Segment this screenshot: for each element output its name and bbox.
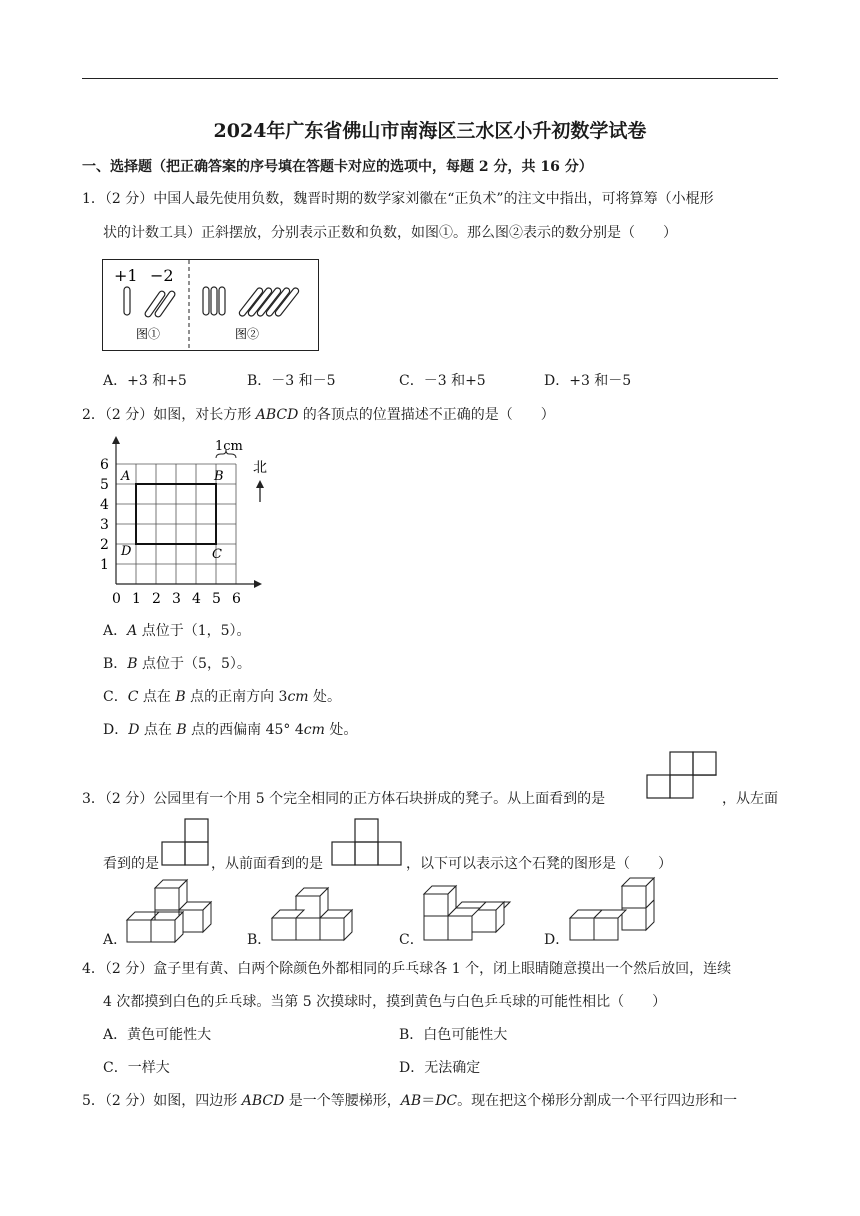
x-tick-6: 6 <box>232 591 241 607</box>
q2-option-a-text: 点位于（1，5）。 <box>137 623 251 639</box>
q2-option-c-var: C <box>127 689 139 705</box>
q3-text-line2a: 看到的是 <box>103 856 159 872</box>
q2-option-b[interactable] <box>103 653 251 673</box>
q1-text-line2: 状的计数工具）正斜摆放，分别表示正数和负数，如图①。那么图②表示的数分别是（ ） <box>103 225 677 241</box>
scale-label: 1cm <box>215 439 243 454</box>
q3-front-view-figure <box>331 818 405 870</box>
q2-option-a-var: A <box>127 623 138 639</box>
q5-var-abcd: ABCD <box>241 1093 285 1109</box>
q3-option-c-figure[interactable] <box>422 876 512 944</box>
q4-text-line2: 4 次都摸到白色的乒乓球。当第 5 次摸球时，摸到黄色与白色乒乓球的可能性相比（ ） <box>103 994 667 1010</box>
q4-option-a[interactable]: A．黄色可能性大 <box>103 1027 212 1043</box>
page-title: 2024年广东省佛山市南海区三水区小升初数学试卷 <box>213 120 647 142</box>
y-tick-2: 2 <box>100 537 109 553</box>
q2-option-d-mid2: 点的西偏南 45° 4 <box>186 722 304 738</box>
q2-option-a[interactable] <box>103 620 251 640</box>
q2-prefix: 2．（2 分）如图，对长方形 <box>82 407 256 423</box>
q2-option-d-var2: B <box>176 722 187 738</box>
vertex-d-label: D <box>121 544 132 559</box>
q4-text-line1: 4．（2 分）盒子里有黄、白两个除颜色外都相同的乒乓球各 1 个，闭上眼睛随意摸出一个然后放回，连续 <box>82 961 732 977</box>
q4-option-d[interactable]: D．无法确定 <box>399 1060 481 1076</box>
q2-option-b-letter: B． <box>103 656 128 672</box>
x-tick-1: 1 <box>132 591 141 607</box>
q5-pre: 5．（2 分）如图，四边形 <box>82 1093 242 1109</box>
q5-mid: 是一个等腰梯形， <box>284 1093 401 1109</box>
q4-option-c[interactable]: C．一样大 <box>103 1060 170 1076</box>
y-tick-3: 3 <box>100 517 109 533</box>
x-tick-2: 2 <box>152 591 161 607</box>
x-axis-arrow <box>254 580 262 588</box>
q3-option-a-figure[interactable] <box>125 878 215 944</box>
q3-option-b-figure[interactable] <box>270 884 360 944</box>
q2-option-c-mid2: 点的正南方向 3 <box>185 689 288 705</box>
q2-option-c-letter: C． <box>103 689 128 705</box>
y-tick-1: 1 <box>100 557 109 573</box>
y-axis-arrow <box>112 436 120 444</box>
q2-option-c-post: 处。 <box>308 689 342 705</box>
q2-suffix: 的各顶点的位置描述不正确的是（ ） <box>298 407 555 423</box>
q2-option-c-mid: 点在 <box>138 689 176 705</box>
q4-option-b[interactable]: B．白色可能性大 <box>399 1027 508 1043</box>
q3-text-line2c: ，以下可以表示这个石凳的图形是（ ） <box>406 856 672 872</box>
q5-post: 。现在把这个梯形分割成一个平行四边形和一 <box>457 1093 738 1109</box>
x-tick-3: 3 <box>172 591 181 607</box>
q2-var-abcd: ABCD <box>255 407 299 423</box>
label-plus1: +1 <box>114 266 138 285</box>
caption-fig2: 图② <box>235 327 260 341</box>
label-minus2: −2 <box>150 266 174 285</box>
header-rule <box>82 78 778 79</box>
q3-text-line2b: ，从前面看到的是 <box>211 856 323 872</box>
vertex-a-label: A <box>121 469 131 484</box>
q2-option-d-var: D <box>128 722 140 738</box>
q3-text-line1a: 3．（2 分）公园里有一个用 5 个完全相同的正方体石块拼成的凳子。从上面看到的是 <box>82 791 606 807</box>
vertex-b-label: B <box>214 469 224 484</box>
q3-text-line1b: ，从左面 <box>722 791 778 807</box>
q3-option-a-label[interactable]: A． <box>103 932 128 948</box>
q2-option-c-unit: cm <box>287 689 309 705</box>
q3-option-c-label[interactable]: C． <box>399 932 424 948</box>
vertex-c-label: C <box>212 547 222 562</box>
fig2-rods <box>203 287 300 317</box>
north-arrowhead-icon <box>256 480 264 488</box>
section-heading: 一、选择题（把正确答案的序号填在答题卡对应的选项中，每题 2 分，共 16 分） <box>82 159 593 175</box>
q5-text-line1 <box>82 1090 737 1110</box>
north-label: 北 <box>253 460 267 476</box>
y-tick-labels <box>100 457 109 573</box>
q5-eq: ＝ <box>421 1093 436 1109</box>
q3-option-d-figure[interactable] <box>568 876 658 944</box>
q2-option-d-unit: cm <box>303 722 325 738</box>
q2-option-b-text: 点位于（5，5）。 <box>137 656 251 672</box>
q2-option-b-var: B <box>127 656 138 672</box>
q1-text-line1: 1．（2 分）中国人最先使用负数，魏晋时期的数学家刘徽在“正负术”的注文中指出，可将算筹（小棍形 <box>82 191 714 207</box>
q1-option-c[interactable]: C．－3 和+5 <box>399 373 486 389</box>
x-tick-0: 0 <box>112 591 121 607</box>
q2-option-d-mid: 点在 <box>139 722 177 738</box>
q2-option-c[interactable] <box>103 686 341 706</box>
q1-option-d[interactable]: D．+3 和－5 <box>544 373 632 389</box>
caption-fig1: 图① <box>136 327 161 341</box>
q5-var-ab: AB <box>400 1093 422 1109</box>
q2-grid-figure <box>96 432 286 610</box>
q2-option-d-post: 处。 <box>324 722 358 738</box>
q3-left-view-figure <box>161 818 211 870</box>
q3-option-b-label[interactable]: B． <box>247 932 272 948</box>
y-tick-5: 5 <box>100 477 109 493</box>
q3-option-d-label[interactable]: D． <box>544 932 570 948</box>
y-tick-6: 6 <box>100 457 109 473</box>
fig1-rods <box>124 287 176 318</box>
q2-option-a-letter: A． <box>103 623 128 639</box>
q1-option-b[interactable]: B．－3 和－5 <box>247 373 336 389</box>
q2-option-c-var2: B <box>175 689 186 705</box>
q2-option-d[interactable] <box>103 719 357 739</box>
q3-top-view-figure <box>646 751 718 801</box>
x-tick-5: 5 <box>212 591 221 607</box>
q2-option-d-letter: D． <box>103 722 129 738</box>
q5-var-dc: DC <box>435 1093 458 1109</box>
q1-option-a[interactable]: A．+3 和+5 <box>103 373 187 389</box>
x-tick-labels <box>112 591 241 607</box>
q2-stem <box>82 404 555 424</box>
x-tick-4: 4 <box>192 591 201 607</box>
q1-counting-rods-figure <box>102 259 320 352</box>
y-tick-4: 4 <box>100 497 109 513</box>
